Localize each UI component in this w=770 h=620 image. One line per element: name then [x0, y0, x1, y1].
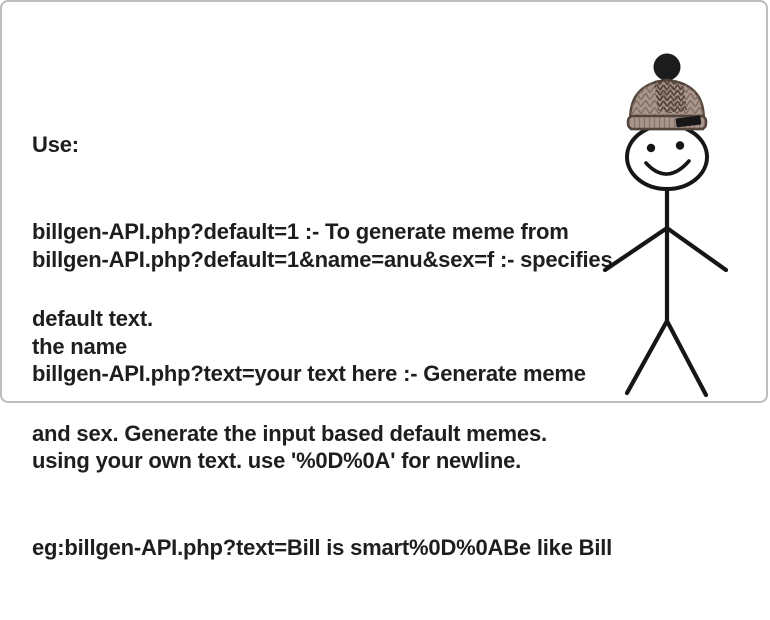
- usage-block-custom-text: [32, 301, 612, 620]
- text-line: default text.: [32, 306, 153, 331]
- text-line: billgen-API.php?default=1&name=anu&sex=f :- specifies: [32, 247, 613, 272]
- text-line: eg:billgen-API.php?text=Bill is smart%0D%0ABe like Bill: [32, 535, 613, 560]
- text-line: billgen-API.php?default=1 :- To generate meme from: [32, 219, 569, 244]
- text-line: billgen-API.php?text=your text here :- Generate meme: [32, 361, 586, 386]
- text-line: using your own text. use '%0D%0A' for newline.: [32, 448, 522, 473]
- text-line: and sex. Generate the input based default memes.: [32, 421, 547, 446]
- text-line: Use:: [32, 132, 79, 157]
- instruction-text: [2, 2, 766, 560]
- text-line: the name: [32, 334, 127, 359]
